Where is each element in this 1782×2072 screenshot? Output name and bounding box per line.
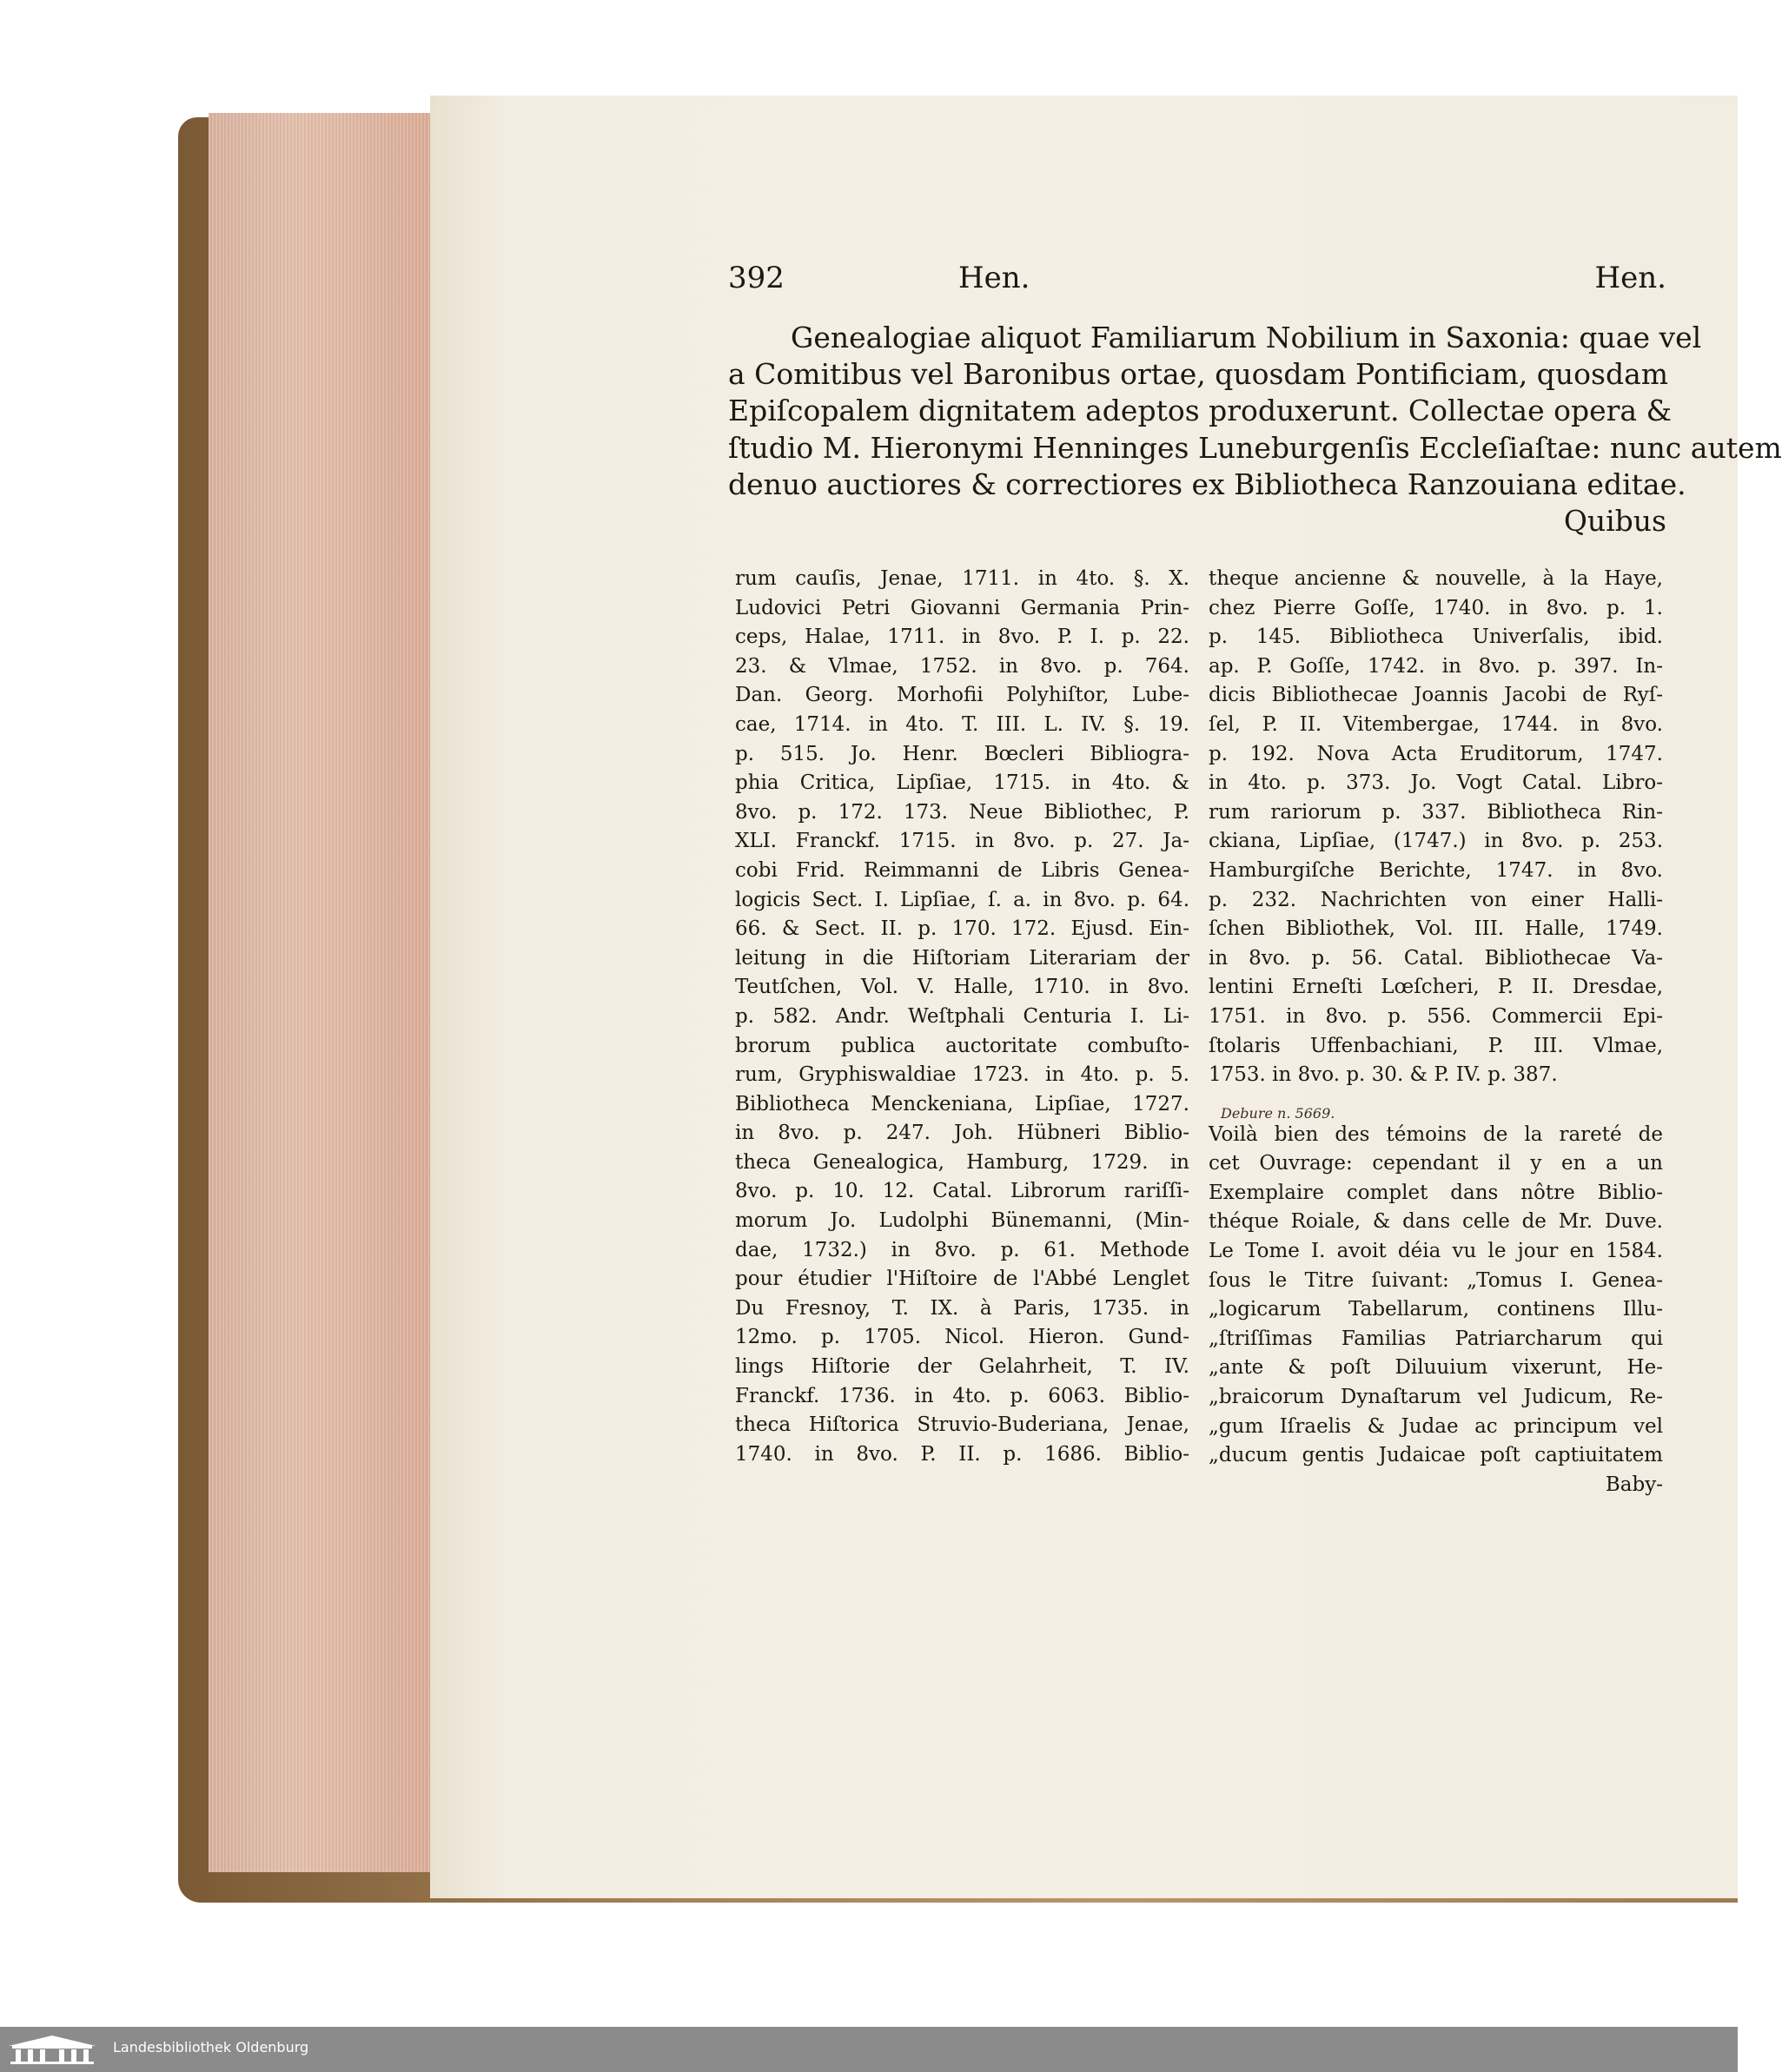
text-line: dicis Bibliothecae Joannis Jacobi de Ryſ- — [1209, 684, 1663, 707]
text-line: in 4to. p. 373. Jo. Vogt Catal. Libro- — [1209, 771, 1663, 795]
text-line: p. 232. Nachrichten von einer Halli- — [1209, 888, 1663, 911]
text-line: morum Jo. Ludolphi Bünemanni, (Min- — [735, 1209, 1189, 1233]
library-name: Landesbibliothek Oldenburg — [113, 2039, 309, 2055]
text-line: pour étudier l'Hiſtoire de l'Abbé Lenglet — [735, 1268, 1189, 1291]
text-line: ſous le Titre ſuivant: „Tomus I. Genea- — [1209, 1268, 1663, 1292]
text-line: logicis Sect. I. Lipſiae, ſ. a. in 8vo. p. 64. — [735, 888, 1189, 911]
text-line: „ducum gentis Judaicae poſt captiuitatem — [1209, 1444, 1663, 1467]
text-line: „gum Iſraelis & Judae ac principum vel — [1209, 1414, 1663, 1438]
text-line: rum rariorum p. 337. Bibliotheca Rin- — [1209, 800, 1663, 824]
lead-line: denuo auctiores & correctiores ex Bibliotheca Ranzouiana editae. — [728, 467, 1686, 501]
catchword: Baby- — [1605, 1473, 1663, 1496]
text-line: theque ancienne & nouvelle, à la Haye, — [1209, 567, 1663, 590]
text-line: 23. & Vlmae, 1752. in 8vo. p. 764. — [735, 654, 1189, 678]
page-number: 392 — [728, 261, 785, 295]
text-line: lentini Erneſti Lœſcheri, P. II. Dresdae, — [1209, 976, 1663, 999]
text-line: „ante & poſt Diluuium vixerunt, He- — [1209, 1356, 1663, 1380]
text-line: Franckf. 1736. in 4to. p. 6063. Biblio- — [735, 1384, 1189, 1407]
text-line: Bibliotheca Menckeniana, Lipſiae, 1727. — [735, 1092, 1189, 1115]
lead-line: a Comitibus vel Baronibus ortae, quosdam Pontificiam, quosdam — [728, 357, 1669, 391]
footer-bar — [0, 2027, 1738, 2072]
text-line: théque Roiale, & dans celle de Mr. Duve. — [1209, 1210, 1663, 1234]
text-line: XLI. Franckf. 1715. in 8vo. p. 27. Ja- — [735, 830, 1189, 853]
page-fore-edge — [209, 113, 433, 1872]
text-line: ſtolaris Uffenbachiani, P. III. Vlmae, — [1209, 1034, 1663, 1057]
right-column — [1209, 565, 1663, 1499]
text-line: 1740. in 8vo. P. II. p. 1686. Biblio- — [735, 1442, 1189, 1466]
text-line: theca Genealogica, Hamburg, 1729. in — [735, 1150, 1189, 1174]
text-line: rum, Gryphiswaldiae 1723. in 4to. p. 5. — [735, 1063, 1189, 1087]
text-line: lings Hiſtorie der Gelahrheit, T. IV. — [735, 1355, 1189, 1379]
text-line: ckiana, Lipſiae, (1747.) in 8vo. p. 253. — [1209, 830, 1663, 853]
left-column — [735, 565, 1189, 1469]
text-line: 1751. in 8vo. p. 556. Commercii Epi- — [1209, 1004, 1663, 1028]
text-line: „logicarum Tabellarum, continens Illu- — [1209, 1298, 1663, 1321]
text-line: cobi Frid. Reimmanni de Libris Genea- — [735, 858, 1189, 882]
text-line: p. 145. Bibliotheca Univerſalis, ibid. — [1209, 626, 1663, 649]
lead-line: ſtudio M. Hieronymi Henninges Luneburgenſis Eccleſiaſtae: nunc autem — [728, 431, 1782, 465]
text-line: Hamburgiſche Berichte, 1747. in 8vo. — [1209, 858, 1663, 882]
lead-line: Genealogiae aliquot Familiarum Nobilium in Saxonia: quae vel — [791, 321, 1702, 354]
text-line: brorum publica auctoritate combuſto- — [735, 1034, 1189, 1057]
text-line: in 8vo. p. 56. Catal. Bibliothecae Va- — [1209, 946, 1663, 970]
text-line: ſel, P. II. Vitembergae, 1744. in 8vo. — [1209, 712, 1663, 736]
text-line: 1753. in 8vo. p. 30. & P. IV. p. 387. — [1209, 1063, 1558, 1087]
text-line: p. 582. Andr. Weſtphali Centuria I. Li- — [735, 1004, 1189, 1028]
text-line: dae, 1732.) in 8vo. p. 61. Methode — [735, 1238, 1189, 1261]
text-line: theca Hiſtorica Struvio-Buderiana, Jenae, — [735, 1413, 1189, 1437]
text-line: Du Fresnoy, T. IX. à Paris, 1735. in — [735, 1296, 1189, 1320]
handwritten-annotation: Debure n. 5669. — [1221, 1105, 1335, 1122]
text-line: Ludovici Petri Giovanni Germania Prin- — [735, 596, 1189, 619]
header-left-word: Hen. — [958, 261, 1030, 295]
text-line: Le Tome I. avoit déia vu le jour en 1584. — [1209, 1240, 1663, 1263]
text-line: 8vo. p. 10. 12. Catal. Librorum rariſſi- — [735, 1180, 1189, 1203]
text-line: ſchen Bibliothek, Vol. III. Halle, 1749. — [1209, 917, 1663, 941]
header-right-word: Hen. — [1594, 261, 1666, 295]
text-line: Teutſchen, Vol. V. Halle, 1710. in 8vo. — [735, 976, 1189, 999]
text-line: p. 515. Jo. Henr. Bœcleri Bibliogra- — [735, 742, 1189, 765]
text-line: Exemplaire complet dans nôtre Biblio- — [1209, 1181, 1663, 1204]
text-line: „braicorum Dynaſtarum vel Judicum, Re- — [1209, 1386, 1663, 1409]
text-line: 8vo. p. 172. 173. Neue Bibliothec, P. — [735, 800, 1189, 824]
text-line: 66. & Sect. II. p. 170. 172. Ejusd. Ein- — [735, 917, 1189, 941]
text-line: in 8vo. p. 247. Joh. Hübneri Biblio- — [735, 1122, 1189, 1145]
text-line: „ſtriſſimas Familias Patriarcharum qui — [1209, 1327, 1663, 1350]
text-line: rum cauſis, Jenae, 1711. in 4to. §. X. — [735, 567, 1189, 590]
text-line: p. 192. Nova Acta Eruditorum, 1747. — [1209, 742, 1663, 765]
text-line: Voilà bien des témoins de la rareté de — [1209, 1122, 1663, 1146]
text-line: chez Pierre Goſſe, 1740. in 8vo. p. 1. — [1209, 596, 1663, 619]
lead-line: Epiſcopalem dignitatem adeptos produxerunt. Collectae opera & — [728, 394, 1672, 427]
text-line: phia Critica, Lipſiae, 1715. in 4to. & — [735, 771, 1189, 795]
text-line: leitung in die Hiſtoriam Literariam der — [735, 946, 1189, 970]
text-line: cae, 1714. in 4to. T. III. L. IV. §. 19. — [735, 712, 1189, 736]
running-header — [728, 261, 1666, 304]
text-line: cet Ouvrage: cependant il y en a un — [1209, 1152, 1663, 1175]
text-line: Dan. Georg. Morhofii Polyhiſtor, Lube- — [735, 684, 1189, 707]
text-line: ceps, Halae, 1711. in 8vo. P. I. p. 22. — [735, 626, 1189, 649]
text-line: 12mo. p. 1705. Nicol. Hieron. Gund- — [735, 1326, 1189, 1349]
lead-line: Quibus — [1563, 504, 1666, 538]
library-building-icon — [9, 2034, 96, 2065]
text-line: ap. P. Goſſe, 1742. in 8vo. p. 397. In- — [1209, 654, 1663, 678]
